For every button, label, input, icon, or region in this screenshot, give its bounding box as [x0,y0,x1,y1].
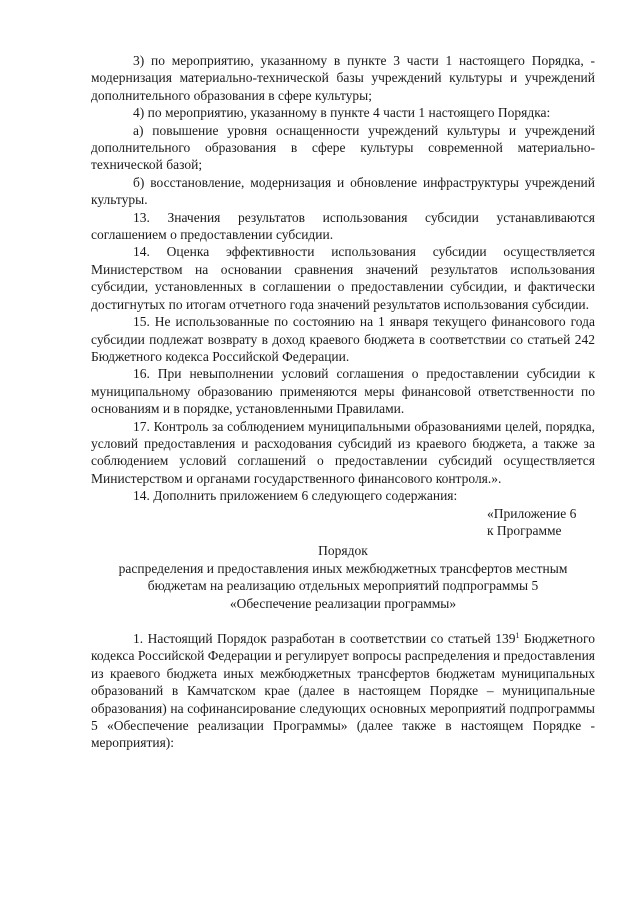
document-page [91,52,595,752]
title-line-4: «Обеспечение реализации программы» [229,595,457,611]
appendix-line-2: к Программе [487,522,562,538]
paragraph-17: 17. Контроль за соблюдением муниципальными образованиями целей, порядка, условий предоставления и расходования субсидий из краевого бюджета, а также за соблюдением условий соглашений о предоставлении субсидий осуществляется Министерством и органами государственного финансового контроля.». [91,418,595,486]
title-line-1: Порядок [318,543,368,559]
paragraph-3: 3) по мероприятию, указанному в пункте 3 части 1 настоящего Порядка, - модернизация материально-технической базы учреждений культуры и учреждений дополнительного образования в сфере культуры; [91,53,595,103]
document-title [91,542,595,612]
paragraph-4b: б) восстановление, модернизация и обновление инфраструктуры учреждений культуры. [91,174,595,208]
paragraph-16: 16. При невыполнении условий соглашения о предоставлении субсидии к муниципальному образованию применяются меры финансовой ответственности по основаниям и в порядке, установленными Правилами. [91,366,595,417]
paragraph-14: 14. Оценка эффективности использования субсидии осуществляется Министерством на основании сравнения значений результатов использования субсидии, установленных в соглашении о предоставлении субсидии, и фактически достигнутых по итогам отчетного года значений результатов использования субсидии. [91,244,595,312]
paragraph-13: 13. Значения результатов использования субсидии устанавливаются соглашением о предоставлении субсидии. [91,209,595,243]
paragraph-4a: а) повышение уровня оснащенности учреждений культуры и учреждений дополнительного образования в сфере культуры современной материально-технической базой; [91,122,595,173]
appendix-line-1: «Приложение 6 [487,505,577,521]
title-line-3: бюджетам на реализацию отдельных мероприятий подпрограммы 5 [147,578,539,594]
article-superscript: 1 [515,631,520,640]
paragraph-amend-14: 14. Дополнить приложением 6 следующего содержания: [133,488,458,504]
paragraph-15: 15. Не использованные по состоянию на 1 января текущего финансового года субсидии подлежат возврату в доход краевого бюджета в соответствии со статьей 242 Бюджетного кодекса Российской Федерации. [91,314,595,364]
paragraph-order-1 [91,630,595,752]
title-line-2: распределения и предоставления иных межбюджетных трансфертов местным [118,560,568,576]
order-1-text-end: Бюджетного кодекса Российской Федерации и регулирует вопросы распределения и предоставления из краевого бюджета иных межбюджетных трансфертов бюджетам муниципальных образований в Камчатском крае (далее в настоящем Порядке – муниципальные образования) на софинансирование следующих основных мероприятий подпрограммы 5 «Обеспечение реализации Программы» (далее также в настоящем Порядке - мероприятия): [91,631,595,751]
paragraph-4: 4) по мероприятию, указанному в пункте 4 части 1 настоящего Порядка: [133,105,551,121]
order-1-text-start: 1. Настоящий Порядок разработан в соответствии со статьей 139 [133,631,516,646]
appendix-heading [91,505,595,540]
